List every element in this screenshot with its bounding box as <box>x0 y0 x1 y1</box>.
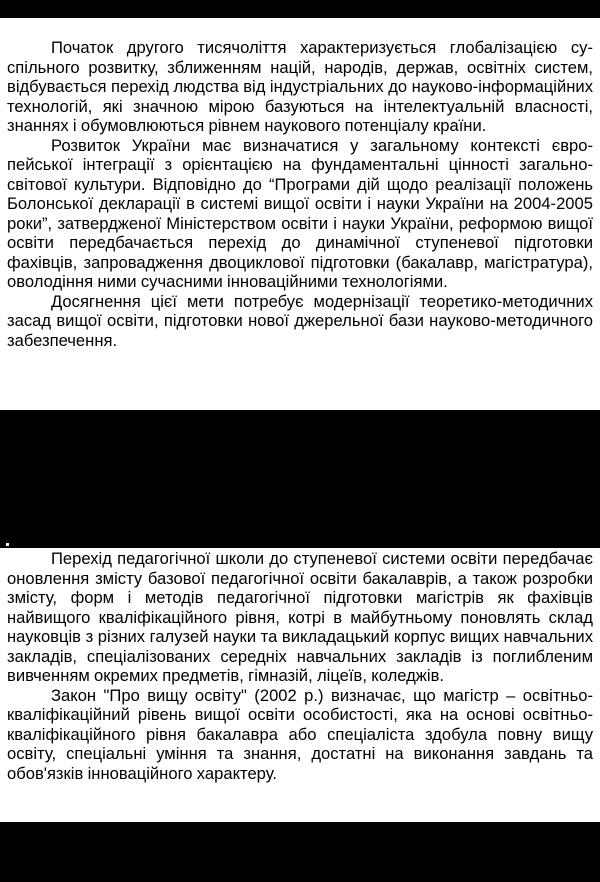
scan-artifact <box>6 543 9 546</box>
paragraph-ukraine-development: Розвиток України має визначатися у загальному контексті європейської інтеграції з орієнтацією на фундаментальні цінності загальносвітової культури. Відповідно до “Програми дій щодо реалізації положень Болонської декларації в системі вищої освіти і науки України на 2004-2005 роки”, затвердженої Міністерством освіти і науки України, реформою вищої освіти передбачається перехід до динамічної ступеневої підготовки фахівців, запровадження двоциклової підготовки (бакалавр, магістратура), оволодіння ними сучасними інноваційними технологіями. <box>7 135 593 291</box>
paragraph-pedagogical-transition: Перехід педагогічної школи до ступеневої системи освіти передбачає оновлення змісту базової педагогічної освіти бакалаврів, а також розробки змісту, форм і методів педагогічної підготовки магістрів як фахівців найвищого кваліфікаційного рівня, котрі в майбутньому поновлять склад науковців з різних галузей науки та викладацький корпус вищих навчальних закладів, спеціалізованих середніх навчальних закладів із поглибленим вивченням окремих предметів, гімназій, ліцеїв, коледжів. <box>7 549 593 685</box>
paragraph-higher-education-law: Закон "Про вищу освіту" (2002 р.) визначає, що магістр – освітньо-кваліфікаційний рівень вищої освіти особистості, яка на основі освітньо-кваліфікаційного рівня бакалавра або спеціаліста здобула повну вищу освіту, спеціальні уміння та знання, достатні на виконання завдань та обов'язків інноваційного характеру. <box>7 685 593 783</box>
text-section-bottom <box>0 548 600 822</box>
paragraph-goal-achievement: Досягнення цієї мети потребує модернізації теоретико-методичних засад вищої освіти, підготовки нової джерельної бази науково-методичного забезпечення. <box>7 291 593 350</box>
paragraph-globalization: Початок другого тисячоліття характеризується глобалізацією суспільного розвитку, зближенням націй, народів, держав, освітніх систем, відбувається перехід людства від індустріальних до науково-інформаційних технологій, які значною мірою базуються на інтелектуальній власності, знаннях і обумовлюються рівнем наукового потенціалу країни. <box>7 38 593 135</box>
text-section-top <box>0 18 600 410</box>
